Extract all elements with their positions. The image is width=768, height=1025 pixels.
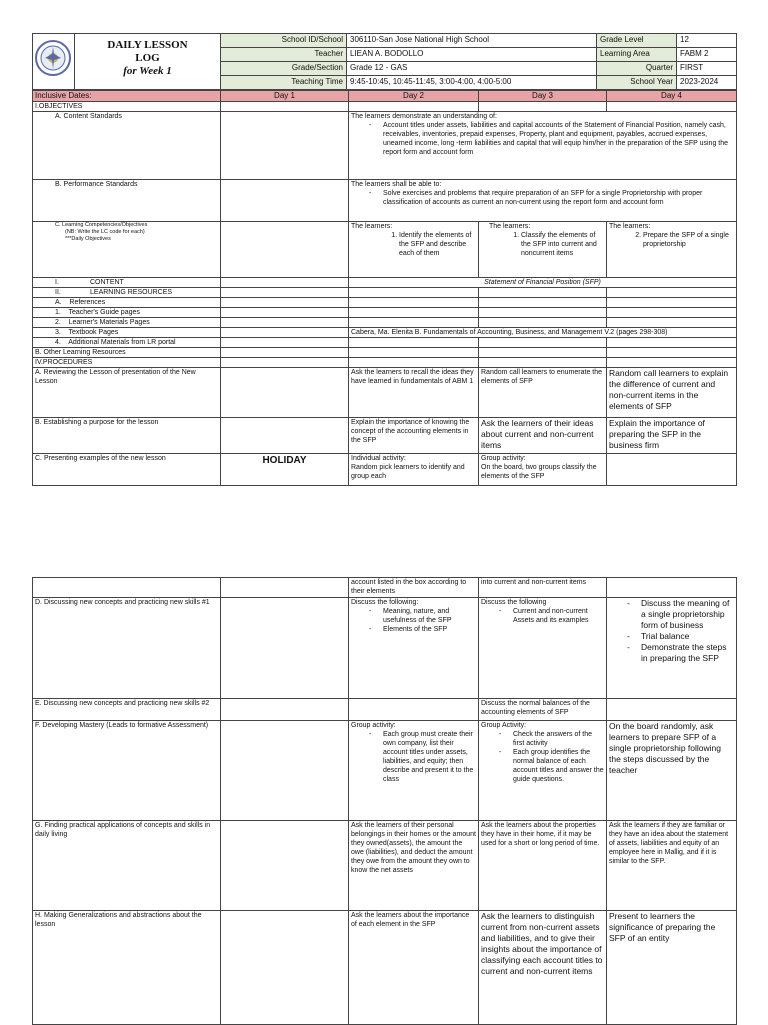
lesson-log-page-1 xyxy=(32,33,736,486)
learning-resources-label: II. LEARNING RESOURCES xyxy=(33,288,221,298)
procedure-a-label: A. Reviewing the Lesson of presentation of the New Lesson xyxy=(33,368,221,418)
textbook-pages-label: 3. Textbook Pages xyxy=(33,328,221,338)
procedure-d-day-3 xyxy=(479,598,607,699)
procedure-g-day-2: Ask the learners of their personal belongings in their homes or the amount they owned(assets), the amount the owe (liabilities), and deduct the amount they owe from the amount they own to know the net assets xyxy=(349,821,479,911)
deped-seal-icon xyxy=(33,34,73,86)
procedure-c-continued-row xyxy=(33,578,737,598)
procedure-a-row xyxy=(33,368,737,418)
procedure-b-row xyxy=(33,418,737,454)
daily-objectives-note: ***Daily Objectives xyxy=(65,236,111,242)
teacher-value: LIEAN A. BODOLLO xyxy=(347,48,597,62)
school-label: School ID/School xyxy=(221,34,347,48)
procedure-f-day-3-intro: Group Activity: xyxy=(481,722,527,729)
performance-standards-row xyxy=(33,180,737,222)
content-standards-row xyxy=(33,112,737,180)
content-standards-label: A. Content Standards xyxy=(33,112,221,180)
procedure-g-label: G. Finding practical applications of concepts and skills in daily living xyxy=(33,821,221,911)
procedure-d-day-3-list xyxy=(481,607,604,625)
procedure-a-day-4: Random call learners to explain the difference of current and non-current items in the elements of SFP xyxy=(607,368,737,418)
grade-section-label: Grade/Section xyxy=(221,62,347,76)
content-value: Statement of Financial Position (SFP) xyxy=(349,278,737,288)
procedure-c-day-3-continued: into current and non-current items xyxy=(479,578,607,598)
procedure-d-day-2 xyxy=(349,598,479,699)
procedure-f-label: F. Developing Mastery (Leads to formative Assessment) xyxy=(33,721,221,821)
procedure-e-row xyxy=(33,699,737,721)
grade-level-label: Grade Level xyxy=(597,34,677,48)
learning-area-label: Learning Area xyxy=(597,48,677,62)
textbook-pages-value: Cabera, Ma. Elenita B. Fundamentals of Accounting, Business, and Management V.2 (pages 298-308) xyxy=(349,328,737,338)
school-year-label: School Year xyxy=(597,76,677,90)
procedure-g-row xyxy=(33,821,737,911)
procedure-f-day-2 xyxy=(349,721,479,821)
inclusive-dates-label: Inclusive Dates: xyxy=(33,91,221,102)
procedure-f-day-3 xyxy=(479,721,607,821)
list-item: - Each group identifies the normal balance of each account titles and answer the guide questions. xyxy=(513,748,604,784)
procedure-f-day-2-list xyxy=(351,730,476,784)
header-table xyxy=(32,33,737,90)
procedure-h-label: H. Making Generalizations and abstractions about the lesson xyxy=(33,911,221,1025)
procedure-d-day-2-intro: Discuss the following: xyxy=(351,599,419,606)
procedure-c-day-2-text: Random pick learners to identify and group each xyxy=(351,464,465,480)
content-row xyxy=(33,278,737,288)
competency-day-3-item: 1. Classify the elements of the SFP into current and noncurrent items xyxy=(521,231,604,258)
list-item: - Each group must create their own company, list their account titles under assets, liabilities, and equity; then describe and present it to the class xyxy=(383,730,476,784)
day-1-header: Day 1 xyxy=(221,91,349,102)
procedure-d-day-4 xyxy=(607,598,737,699)
procedure-d-day-4-list xyxy=(609,598,734,664)
title-line-3: for Week 1 xyxy=(123,65,172,77)
procedure-g-day-4: Ask the learners if they are familiar or they have an idea about the statement of assets, liabilities and equity of an employee here in Mallig, and if it is similar to the SFP. xyxy=(607,821,737,911)
lesson-table xyxy=(32,90,737,486)
school-year-value: 2023-2024 xyxy=(677,76,737,90)
procedure-c-day-3 xyxy=(479,454,607,486)
procedure-f-row xyxy=(33,721,737,821)
content-standards-item: - Account titles under assets, liabilities and capital accounts of the Statement of Financial Position, namely cash, receivables, inventories, prepaid expenses, Property, plant and equipment, payables, accrued expenses, unearned income, long -term liabilities and capital that will equip him/her in the preparation of the SFP using the report form and account form xyxy=(383,121,734,157)
competency-day-4 xyxy=(607,222,737,278)
procedure-c-row xyxy=(33,454,737,486)
procedure-d-label: D. Discussing new concepts and practicing new skills #1 xyxy=(33,598,221,699)
list-item: - Meaning, nature, and usefulness of the SFP xyxy=(383,607,476,625)
competencies-row xyxy=(33,222,737,278)
competency-day-3 xyxy=(479,222,607,278)
lesson-log-page-2 xyxy=(32,577,736,1025)
competencies-title: C. Learning Competencies/Objectives xyxy=(55,222,148,228)
competencies-note: (NB: Write the LC code for each) xyxy=(65,229,145,235)
objectives-label: I.OBJECTIVES xyxy=(33,102,221,112)
performance-standards-label: B. Performance Standards xyxy=(33,180,221,222)
list-item: - Demonstrate the steps in preparing the SFP xyxy=(641,642,734,664)
procedure-d-day-3-intro: Discuss the following xyxy=(481,599,547,606)
procedure-g-day-3: Ask the learners about the properties they have in their home, if it may be used for a short or long period of time. xyxy=(479,821,607,911)
performance-standards-intro: The learners shall be able to: xyxy=(351,181,442,188)
grade-level-value: 12 xyxy=(677,34,737,48)
procedure-f-day-3-list xyxy=(481,730,604,784)
procedure-d-day-2-list xyxy=(351,607,476,634)
performance-standards-item: - Solve exercises and problems that require preparation of an SFP for a single Proprietorship with proper classification of accounts as current an non-current using the report form and account form xyxy=(383,189,734,207)
procedures-label: IV.PROCEDURES xyxy=(33,358,221,368)
competency-day-2-item: 1. Identify the elements of the SFP and describe each of them xyxy=(399,231,476,258)
school-value: 306110-San Jose National High School xyxy=(347,34,597,48)
procedure-f-day-4: On the board randomly, ask learners to prepare SFP of a single proprietorship following the steps discussed by the teacher xyxy=(607,721,737,821)
other-resources-label: B. Other Learning Resources xyxy=(33,348,221,358)
procedure-e-day-3: Discuss the normal balances of the accounting elements of SFP xyxy=(479,699,607,721)
deped-seal xyxy=(33,34,75,90)
learners-materials-label: 2. Learner's Materials Pages xyxy=(33,318,221,328)
procedure-a-day-2: Ask the learners to recall the ideas they have learned in fundamentals of ABM 1 xyxy=(349,368,479,418)
lesson-table-continued xyxy=(32,577,737,1025)
inclusive-dates-row xyxy=(33,91,737,102)
references-label: A. References xyxy=(33,298,221,308)
title-line-1: DAILY LESSON xyxy=(107,39,188,51)
procedure-b-label: B. Establishing a purpose for the lesson xyxy=(33,418,221,454)
list-item: - Trial balance xyxy=(641,631,734,642)
procedure-c-day-3-text: On the board, two groups classify the elements of the SFP xyxy=(481,464,597,480)
competency-day-3-intro: The learners: xyxy=(489,223,531,230)
content-standards-intro: The learners demonstrate an understanding of: xyxy=(351,113,497,120)
procedure-b-day-4: Explain the importance of preparing the SFP in the business firm xyxy=(607,418,737,454)
competency-day-2 xyxy=(349,222,479,278)
procedure-f-day-2-intro: Group activity: xyxy=(351,722,396,729)
procedure-c-day-2-heading: Individual activity: xyxy=(351,455,406,462)
procedure-c-day-2-continued: account listed in the box according to their elements xyxy=(349,578,479,598)
procedure-b-day-3: Ask the learners of their ideas about current and non-current items xyxy=(479,418,607,454)
additional-materials-label: 4. Additional Materials from LR portal xyxy=(33,338,221,348)
content-standards-value xyxy=(349,112,737,180)
content-label: I. CONTENT xyxy=(33,278,221,288)
competency-day-4-intro: The learners: xyxy=(609,223,651,230)
performance-standards-value xyxy=(349,180,737,222)
list-item: - Current and non-current Assets and its examples xyxy=(513,607,604,625)
procedure-h-row xyxy=(33,911,737,1025)
grade-section-value: Grade 12 - GAS xyxy=(347,62,597,76)
title-line-2: LOG xyxy=(135,52,160,64)
quarter-label: Quarter xyxy=(597,62,677,76)
teachers-guide-label: 1. Teacher's Guide pages xyxy=(33,308,221,318)
competency-day-2-intro: The learners: xyxy=(351,223,393,230)
procedure-e-label: E. Discussing new concepts and practicing new skills #2 xyxy=(33,699,221,721)
competencies-label xyxy=(33,222,221,278)
procedure-d-row xyxy=(33,598,737,699)
teaching-time-value: 9:45-10:45, 10:45-11:45, 3:00-4:00, 4:00-5:00 xyxy=(347,76,597,90)
procedure-h-day-4: Present to learners the significance of preparing the SFP of an entity xyxy=(607,911,737,1025)
list-item: - Check the answers of the first activity xyxy=(513,730,604,748)
day-4-header: Day 4 xyxy=(607,91,737,102)
quarter-value: FIRST xyxy=(677,62,737,76)
list-item: - Elements of the SFP xyxy=(383,625,476,634)
teaching-time-label: Teaching Time xyxy=(221,76,347,90)
teacher-label: Teacher xyxy=(221,48,347,62)
procedure-h-day-3: Ask the learners to distinguish current from non-current assets and liabilities, and to give their insights about the importance of classifying each account titles to current and non-current items xyxy=(479,911,607,1025)
procedure-c-label: C. Presenting examples of the new lesson xyxy=(33,454,221,486)
procedure-a-day-3: Random call learners to enumerate the elements of SFP xyxy=(479,368,607,418)
procedure-h-day-2: Ask the learners about the importance of each element in the SFP xyxy=(349,911,479,1025)
procedure-c-day-2 xyxy=(349,454,479,486)
procedure-c-day-3-heading: Group activity: xyxy=(481,455,526,462)
learning-area-value: FABM 2 xyxy=(677,48,737,62)
holiday-label: HOLIDAY xyxy=(221,454,349,486)
day-3-header: Day 3 xyxy=(479,91,607,102)
list-item: - Discuss the meaning of a single proprietorship form of business xyxy=(641,598,734,631)
log-title xyxy=(75,34,221,90)
day-2-header: Day 2 xyxy=(349,91,479,102)
procedure-b-day-2: Explain the importance of knowing the concept of the accounting elements in the SFP xyxy=(349,418,479,454)
competency-day-4-item: 2. Prepare the SFP of a single proprietorship xyxy=(643,231,734,249)
